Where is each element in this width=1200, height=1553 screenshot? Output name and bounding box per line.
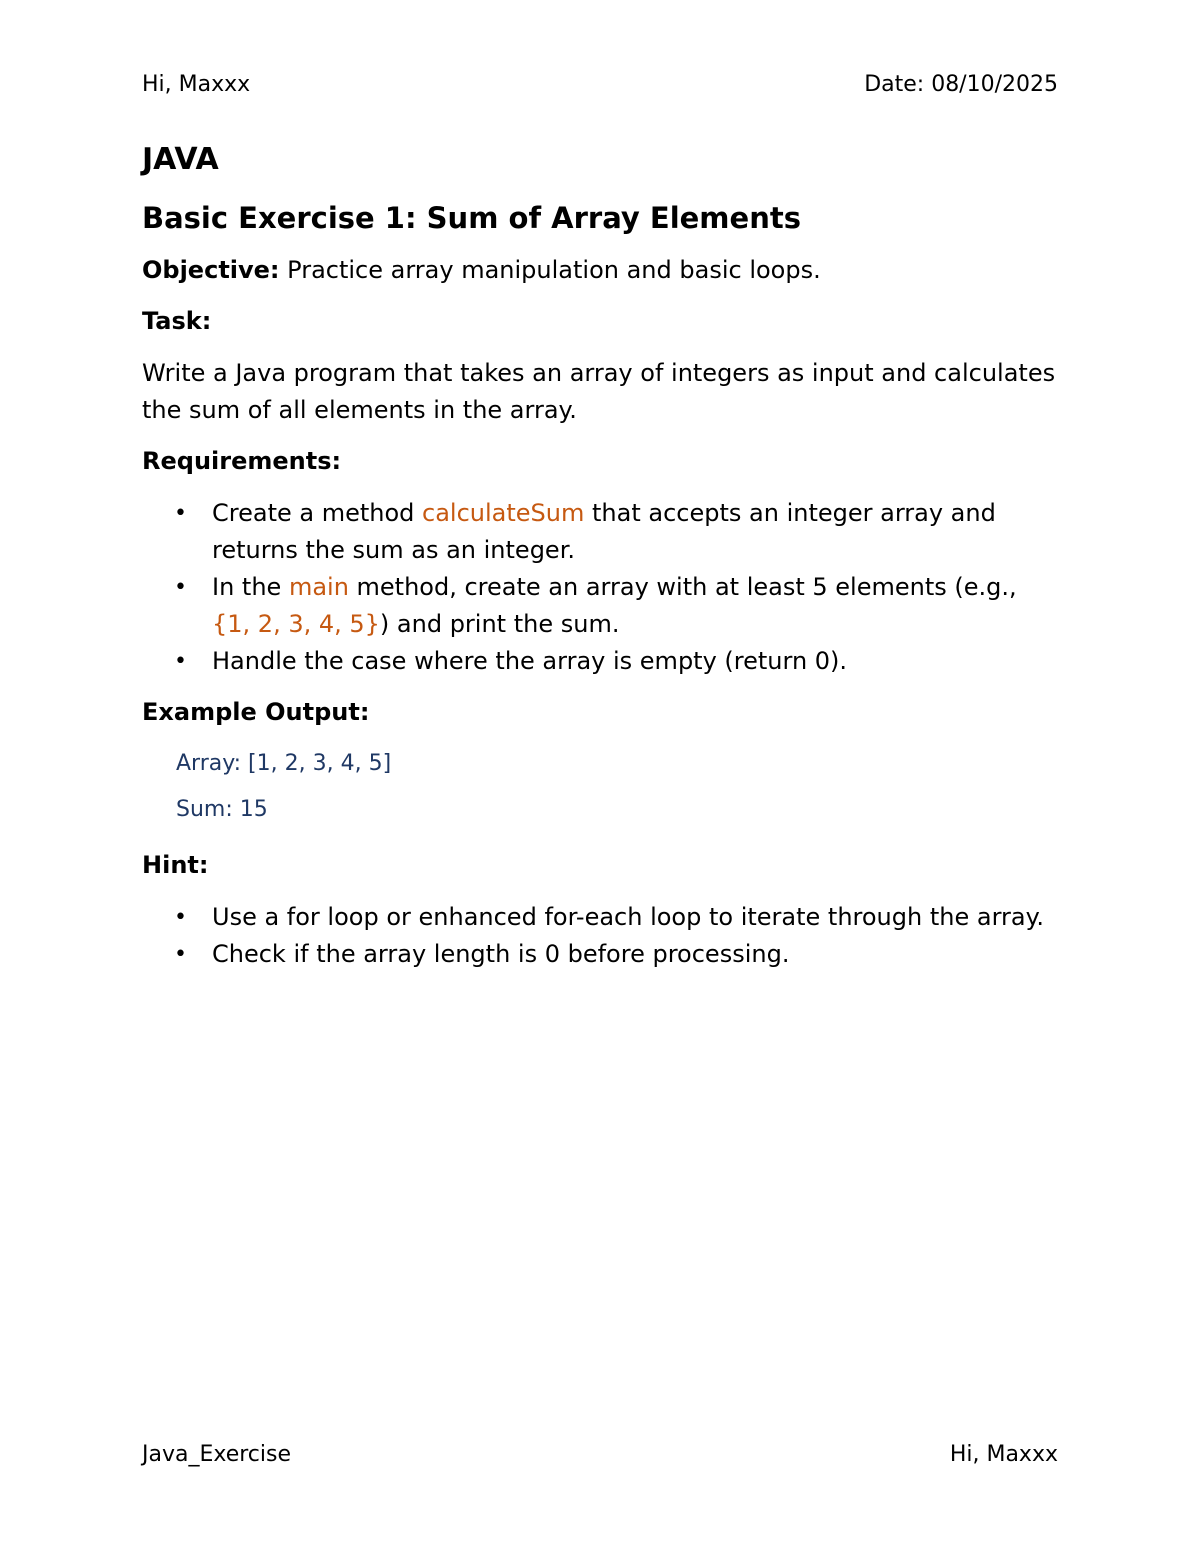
footer-left: Java_Exercise [142, 1442, 292, 1467]
bullet-icon: • [174, 649, 187, 674]
header-date: Date: 08/10/2025 [864, 72, 1058, 97]
hint-text: Use a for loop or enhanced for-each loop to iterate through the array. [212, 903, 1044, 931]
header-greeting: Hi, Maxxx [142, 72, 251, 97]
code-array-literal: {1, 2, 3, 4, 5} [212, 610, 380, 638]
bullet-icon: • [174, 501, 187, 526]
page-header [142, 72, 1058, 97]
code-main: main [288, 573, 349, 601]
page-footer [142, 1442, 1058, 1467]
hint-item [174, 936, 1062, 973]
requirements-heading: Requirements: [142, 447, 342, 475]
bullet-icon: • [174, 905, 187, 930]
task-heading: Task: [142, 307, 212, 335]
example-output-line: Array: [1, 2, 3, 4, 5] [176, 751, 392, 776]
requirements-list [142, 495, 1062, 680]
objective-paragraph [142, 252, 1062, 289]
exercise-title: Basic Exercise 1: Sum of Array Elements [142, 201, 801, 235]
example-output-heading: Example Output: [142, 698, 370, 726]
document-title: JAVA [142, 142, 219, 177]
requirement-item [174, 569, 1062, 643]
document-body [142, 140, 1062, 973]
requirement-text: In the [212, 573, 289, 601]
bullet-icon: • [174, 942, 187, 967]
hint-list [142, 899, 1062, 973]
objective-label: Objective: [142, 256, 280, 284]
requirement-text: Create a method [212, 499, 423, 527]
objective-text: Practice array manipulation and basic loops. [279, 256, 821, 284]
requirement-text: that accepts an integer array and returns the sum as an integer. [212, 499, 996, 564]
requirement-item [174, 495, 1062, 569]
hint-heading: Hint: [142, 851, 209, 879]
footer-right: Hi, Maxxx [949, 1442, 1058, 1467]
example-output-line: Sum: 15 [176, 797, 268, 822]
task-text: Write a Java program that takes an array of integers as input and calculates the sum of all elements in the array. [142, 359, 1056, 424]
requirement-text: method, create an array with at least 5 elements (e.g., [348, 573, 1017, 601]
hint-text: Check if the array length is 0 before processing. [212, 940, 790, 968]
example-output-block [176, 741, 1062, 833]
requirement-item [174, 643, 1062, 680]
requirement-text: Handle the case where the array is empty (return 0). [212, 647, 848, 675]
requirement-text: ) and print the sum. [379, 610, 620, 638]
bullet-icon: • [174, 575, 187, 600]
hint-item [174, 899, 1062, 936]
code-calculate-sum: calculateSum [422, 499, 585, 527]
